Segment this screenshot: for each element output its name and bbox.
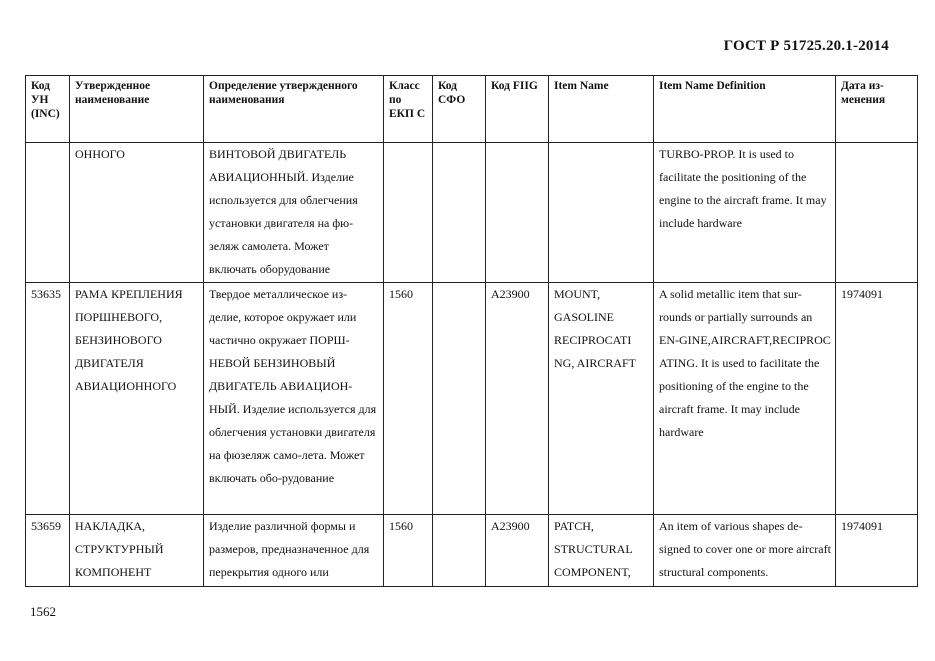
cell-inc bbox=[26, 143, 70, 283]
table-header-row bbox=[26, 76, 918, 143]
col-header-fiig: Код FIIG bbox=[486, 76, 549, 143]
cell-name-ru: ОННОГО bbox=[70, 143, 204, 283]
cell-date bbox=[836, 143, 918, 283]
col-header-definition-ru: Определение утвержденного наименования bbox=[204, 76, 384, 143]
page-number: 1562 bbox=[30, 604, 56, 619]
col-header-class: Класс по ЕКП С bbox=[384, 76, 433, 143]
cell-item-name: PATCH, STRUCTURAL COMPONENT, bbox=[549, 515, 654, 587]
cell-sfo bbox=[433, 143, 486, 283]
cell-sfo bbox=[433, 283, 486, 515]
col-header-definition-en: Item Name Definition bbox=[654, 76, 836, 143]
table-row bbox=[26, 515, 918, 587]
cell-class bbox=[384, 143, 433, 283]
table-row bbox=[26, 143, 918, 283]
col-header-date: Дата из-менения bbox=[836, 76, 918, 143]
nomenclature-table bbox=[25, 75, 918, 587]
cell-definition-ru: ВИНТОВОЙ ДВИГАТЕЛЬ АВИАЦИОННЫЙ. Изделие используется для облегчения установки двигателя на фю-зеляж самолета. Может включать оборудование bbox=[204, 143, 384, 283]
col-header-name-ru: Утвержденное наименование bbox=[70, 76, 204, 143]
cell-definition-en: TURBO-PROP. It is used to facilitate the positioning of the engine to the aircraft frame. It may include hardware bbox=[654, 143, 836, 283]
cell-class: 1560 bbox=[384, 283, 433, 515]
cell-fiig: A23900 bbox=[486, 515, 549, 587]
col-header-inc: Код УН (INC) bbox=[26, 76, 70, 143]
cell-date: 1974091 bbox=[836, 515, 918, 587]
cell-name-ru: НАКЛАДКА, СТРУКТУРНЫЙ КОМПОНЕНТ bbox=[70, 515, 204, 587]
cell-item-name: MOUNT, GASOLINE RECIPROCATI NG, AIRCRAFT bbox=[549, 283, 654, 515]
cell-inc: 53659 bbox=[26, 515, 70, 587]
cell-definition-en: A solid metallic item that sur-rounds or partially surrounds an EN-GINE,AIRCRAFT,RECIPROC ATING. It is used to facilitate the positioning of the engine to the aircraft frame. It may include hardware bbox=[654, 283, 836, 515]
col-header-item-name: Item Name bbox=[549, 76, 654, 143]
cell-definition-ru: Изделие различной формы и размеров, предназначенное для перекрытия одного или bbox=[204, 515, 384, 587]
standard-header: ГОСТ Р 51725.20.1-2014 bbox=[723, 38, 889, 54]
cell-class: 1560 bbox=[384, 515, 433, 587]
col-header-sfo: Код СФО bbox=[433, 76, 486, 143]
cell-definition-en: An item of various shapes de-signed to cover one or more aircraft structural components. bbox=[654, 515, 836, 587]
cell-fiig bbox=[486, 143, 549, 283]
cell-inc: 53635 bbox=[26, 283, 70, 515]
cell-fiig: A23900 bbox=[486, 283, 549, 515]
table-row bbox=[26, 283, 918, 515]
cell-sfo bbox=[433, 515, 486, 587]
cell-item-name bbox=[549, 143, 654, 283]
cell-date: 1974091 bbox=[836, 283, 918, 515]
cell-definition-ru: Твердое металлическое из-делие, которое окружает или частично окружает ПОРШ-НЕВОЙ БЕНЗИНОВЫЙ ДВИГАТЕЛЬ АВИАЦИОН-НЫЙ. Изделие используется для облегчения установки двигателя на фюзеляж само-лета. Может включать обо-рудование bbox=[204, 283, 384, 515]
cell-name-ru: РАМА КРЕПЛЕНИЯ ПОРШНЕВОГО, БЕНЗИНОВОГО ДВИГАТЕЛЯ АВИАЦИОННОГО bbox=[70, 283, 204, 515]
